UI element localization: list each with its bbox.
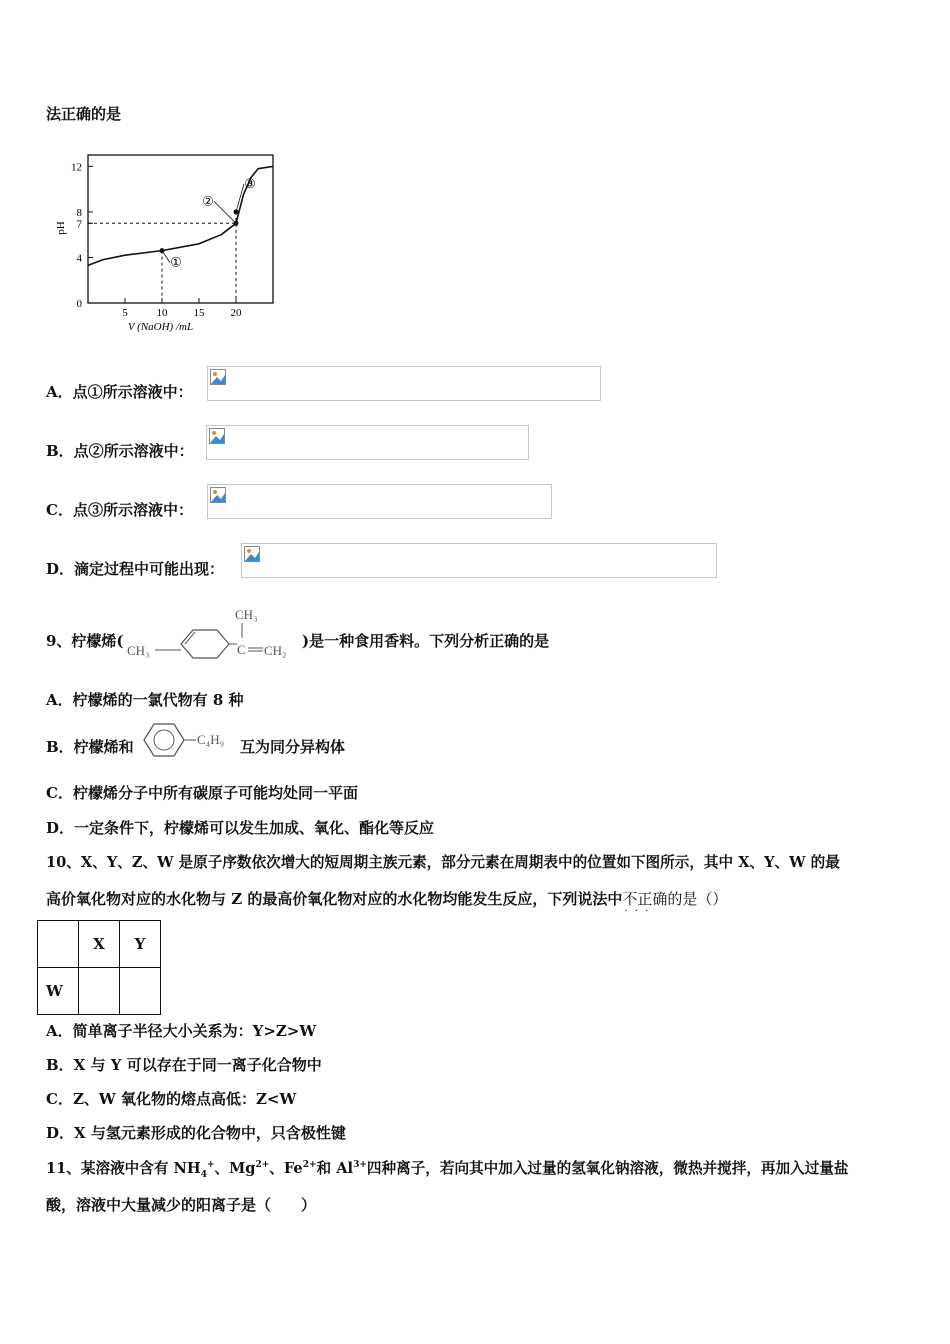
q8-option-d-image: [241, 543, 717, 578]
q8-option-c: [46, 499, 193, 520]
table-cell: X: [79, 921, 120, 968]
q8-option-c-label: C．点③所示溶液中：: [46, 501, 193, 519]
titration-chart: [46, 148, 286, 338]
q8-option-a-image: [207, 366, 601, 401]
q9-option-c: C．柠檬烯分子中所有碳原子可能均处同一平面: [46, 784, 358, 802]
broken-image-icon: [244, 546, 260, 562]
y-tick-label: 8: [76, 206, 82, 219]
q8-option-a-label: A．点①所示溶液中：: [46, 383, 193, 401]
table-row: [38, 921, 161, 968]
al-charge: 3+: [353, 1160, 367, 1171]
limonene-ch2: CH₂: [264, 643, 287, 658]
q8-option-b-image: [206, 425, 529, 460]
q11-stem-line1: [46, 1157, 849, 1180]
point-label: ③: [244, 175, 256, 191]
x-tick-label: 20: [230, 307, 242, 319]
point-leader: [214, 201, 236, 223]
point-label: ①: [170, 254, 182, 270]
q11-text: 、Fe: [269, 1160, 303, 1177]
table-cell: [120, 968, 161, 1015]
x-tick-label: 5: [122, 307, 128, 319]
nh4-charge: +: [206, 1160, 215, 1171]
y-tick-label: 4: [76, 252, 82, 265]
q9-option-a: A．柠檬烯的一氯代物有 8 种: [46, 691, 244, 709]
q11-text: 、Mg: [214, 1160, 256, 1177]
q11-stem-line2: 酸，溶液中大量减少的阳离子是（ ）: [46, 1196, 317, 1214]
q11-text: 和 Al: [316, 1160, 354, 1177]
y-tick-label: 7: [76, 218, 82, 231]
q10-stem-line2-post: 的是（）: [667, 890, 728, 908]
q8-option-b: [46, 440, 194, 461]
q11-text: 11、某溶液中含有 NH: [46, 1160, 201, 1177]
x-tick-label: 15: [193, 307, 205, 319]
broken-image-icon: [209, 428, 225, 444]
limonene-ch3-left: CH₃: [127, 643, 150, 658]
q11-text: 四种离子，若向其中加入过量的氢氧化钠溶液，微热并搅拌，再加入过量盐: [366, 1160, 849, 1177]
x-tick-label: 10: [156, 307, 168, 319]
butylbenzene-structure: [140, 720, 242, 760]
y-axis-label: pH: [55, 221, 67, 235]
data-point: [234, 209, 239, 214]
q9-stem-pre: 9、柠檬烯(: [46, 632, 124, 650]
x-axis-label: V (NaOH) /mL: [127, 321, 194, 333]
q9-option-b-post: 互为同分异构体: [240, 738, 346, 756]
fe-charge: 2+: [302, 1160, 317, 1171]
table-cell: [38, 921, 79, 968]
limonene-structure: [125, 602, 305, 664]
limonene-c: C: [237, 642, 246, 657]
intro-text: 法正确的是: [46, 105, 122, 123]
q9-option-d: D．一定条件下，柠檬烯可以发生加成、氧化、酯化等反应: [46, 819, 435, 837]
q10-option-a: A．简单离子半径大小关系为：Y>Z>W: [46, 1022, 317, 1040]
q8-option-c-image: [207, 484, 552, 519]
q10-emphasis: 不正确 · · ·: [622, 890, 667, 908]
q10-option-b: B．X 与 Y 可以存在于同一离子化合物中: [46, 1056, 322, 1074]
mg-charge: 2+: [255, 1160, 270, 1171]
y-tick-label: 12: [71, 161, 82, 174]
q8-option-b-label: B．点②所示溶液中：: [46, 442, 194, 460]
broken-image-icon: [210, 487, 226, 503]
limonene-ch3-top: CH₃: [235, 607, 258, 622]
butyl-group: C₄H₉: [197, 732, 225, 747]
q8-option-d-label: D．滴定过程中可能出现：: [46, 560, 225, 578]
q10-option-c: C．Z、W 氧化物的熔点高低：Z<W: [46, 1090, 297, 1108]
q9-option-b: [46, 736, 134, 757]
broken-image-icon: [210, 369, 226, 385]
nh4-subscript: 4: [200, 1169, 207, 1180]
table-cell: W: [38, 968, 79, 1015]
q8-option-a: [46, 381, 193, 402]
q10-stem-line2-pre: 高价氧化物对应的水化物与 Z 的最高价氧化物对应的水化物均能发生反应，下列说法中: [46, 890, 623, 908]
point-label: ②: [202, 193, 214, 209]
q10-option-d: D．X 与氢元素形成的化合物中，只含极性键: [46, 1124, 346, 1142]
q10-stem-line2: [46, 888, 727, 909]
table-cell: [79, 968, 120, 1015]
q8-option-d: [46, 558, 224, 579]
y-tick-label: 0: [76, 298, 82, 310]
table-row: [38, 968, 161, 1015]
q10-stem-line1: 10、X、Y、Z、W 是原子序数依次增大的短周期主族元素，部分元素在周期表中的位置如下图所示，其中 X、Y、W 的最: [46, 854, 840, 871]
point-leader: [162, 251, 170, 263]
table-cell: Y: [120, 921, 161, 968]
q9-option-b-pre: B．柠檬烯和: [46, 738, 134, 756]
q9-stem-post: )是一种食用香料。下列分析正确的是: [302, 632, 550, 650]
periodic-table-fragment: [37, 920, 161, 1015]
